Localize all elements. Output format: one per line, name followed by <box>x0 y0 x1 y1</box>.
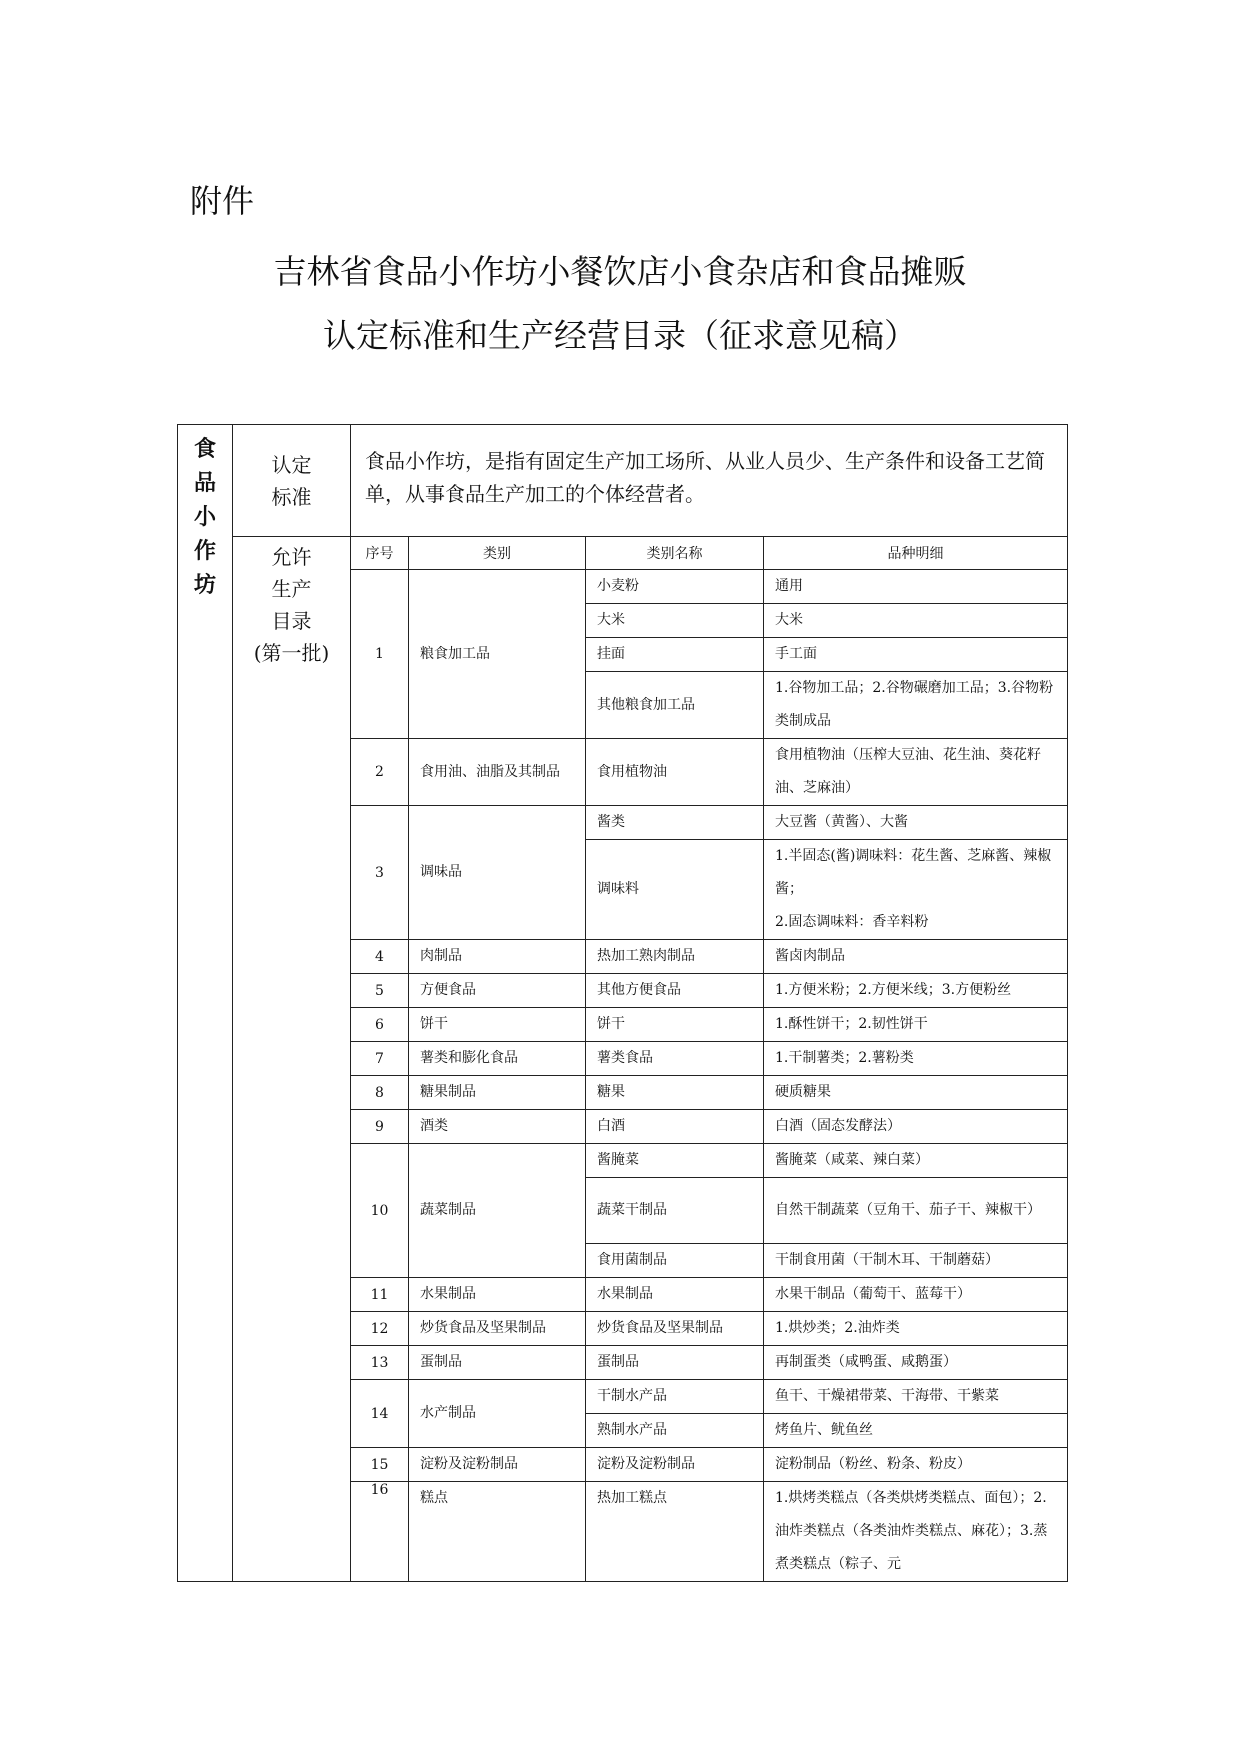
table-row: 13 蛋制品 蛋制品 再制蛋类（咸鸭蛋、咸鹅蛋） <box>178 1346 1068 1380</box>
table-row: 16 糕点 热加工糕点 1.烘烤类糕点（各类烘烤类糕点、面包）；2.油炸类糕点（各类油炸类糕点、麻花）；3.蒸煮类糕点（粽子、元 <box>178 1482 1068 1582</box>
category-char: 品 <box>193 471 216 496</box>
header-category: 类别 <box>409 537 586 570</box>
category-char: 小 <box>193 505 216 530</box>
document-title-line2: 认定标准和生产经营目录（征求意见稿） <box>323 316 917 355</box>
standard-label: 认定 标准 <box>233 425 351 537</box>
table-row: 8 糖果制品 糖果 硬质糖果 <box>178 1076 1068 1110</box>
table-row: 5 方便食品 其他方便食品 1.方便米粉；2.方便米线；3.方便粉丝 <box>178 974 1068 1008</box>
table-row: 其他粮食加工品 1.谷物加工品；2.谷物碾磨加工品；3.谷物粉类制成品 <box>178 672 1068 739</box>
table-row: 大米 大米 <box>178 604 1068 638</box>
table-row: 12 炒货食品及坚果制品 炒货食品及坚果制品 1.烘炒类；2.油炸类 <box>178 1312 1068 1346</box>
header-category-name: 类别名称 <box>586 537 764 570</box>
table-row: 4 肉制品 热加工熟肉制品 酱卤肉制品 <box>178 940 1068 974</box>
table-row: 11 水果制品 水果制品 水果干制品（葡萄干、蓝莓干） <box>178 1278 1068 1312</box>
table-row: 7 薯类和膨化食品 薯类食品 1.干制薯类；2.薯粉类 <box>178 1042 1068 1076</box>
category-char: 作 <box>193 539 216 564</box>
header-detail: 品种明细 <box>764 537 1068 570</box>
table-row: 1 粮食加工品 小麦粉 通用 <box>178 570 1068 604</box>
table-row: 15 淀粉及淀粉制品 淀粉及淀粉制品 淀粉制品（粉丝、粉条、粉皮） <box>178 1448 1068 1482</box>
table-row: 2 食用油、油脂及其制品 食用植物油 食用植物油（压榨大豆油、花生油、葵花籽油、芝麻油） <box>178 739 1068 806</box>
table-row: 熟制水产品 烤鱼片、鱿鱼丝 <box>178 1414 1068 1448</box>
category-char: 食 <box>193 437 216 462</box>
catalog-table <box>177 424 1068 1582</box>
catalog-label: 允许 生产 目录 (第一批) <box>233 537 351 1582</box>
category-char: 坊 <box>193 573 216 598</box>
table-row: 14 水产制品 干制水产品 鱼干、干燥裙带菜、干海带、干紫菜 <box>178 1380 1068 1414</box>
table-row: 6 饼干 饼干 1.酥性饼干；2.韧性饼干 <box>178 1008 1068 1042</box>
table-row: 调味料 1.半固态(酱)调味料：花生酱、芝麻酱、辣椒酱； 2.固态调味料：香辛料粉 <box>178 840 1068 940</box>
table-row: 9 酒类 白酒 白酒（固态发酵法） <box>178 1110 1068 1144</box>
table-row: 食用菌制品 干制食用菌（干制木耳、干制蘑菇） <box>178 1244 1068 1278</box>
header-no: 序号 <box>351 537 409 570</box>
table-row: 10 蔬菜制品 酱腌菜 酱腌菜（咸菜、辣白菜） <box>178 1144 1068 1178</box>
standard-definition: 食品小作坊，是指有固定生产加工场所、从业人员少、生产条件和设备工艺简单，从事食品生产加工的个体经营者。 <box>351 425 1068 537</box>
document-title-line1: 吉林省食品小作坊小餐饮店小食杂店和食品摊贩 <box>273 252 967 291</box>
table-row: 挂面 手工面 <box>178 638 1068 672</box>
attachment-label: 附件 <box>190 182 255 220</box>
category-column <box>178 425 233 1582</box>
table-row: 蔬菜干制品 自然干制蔬菜（豆角干、茄子干、辣椒干） <box>178 1178 1068 1244</box>
table-row: 3 调味品 酱类 大豆酱（黄酱）、大酱 <box>178 806 1068 840</box>
